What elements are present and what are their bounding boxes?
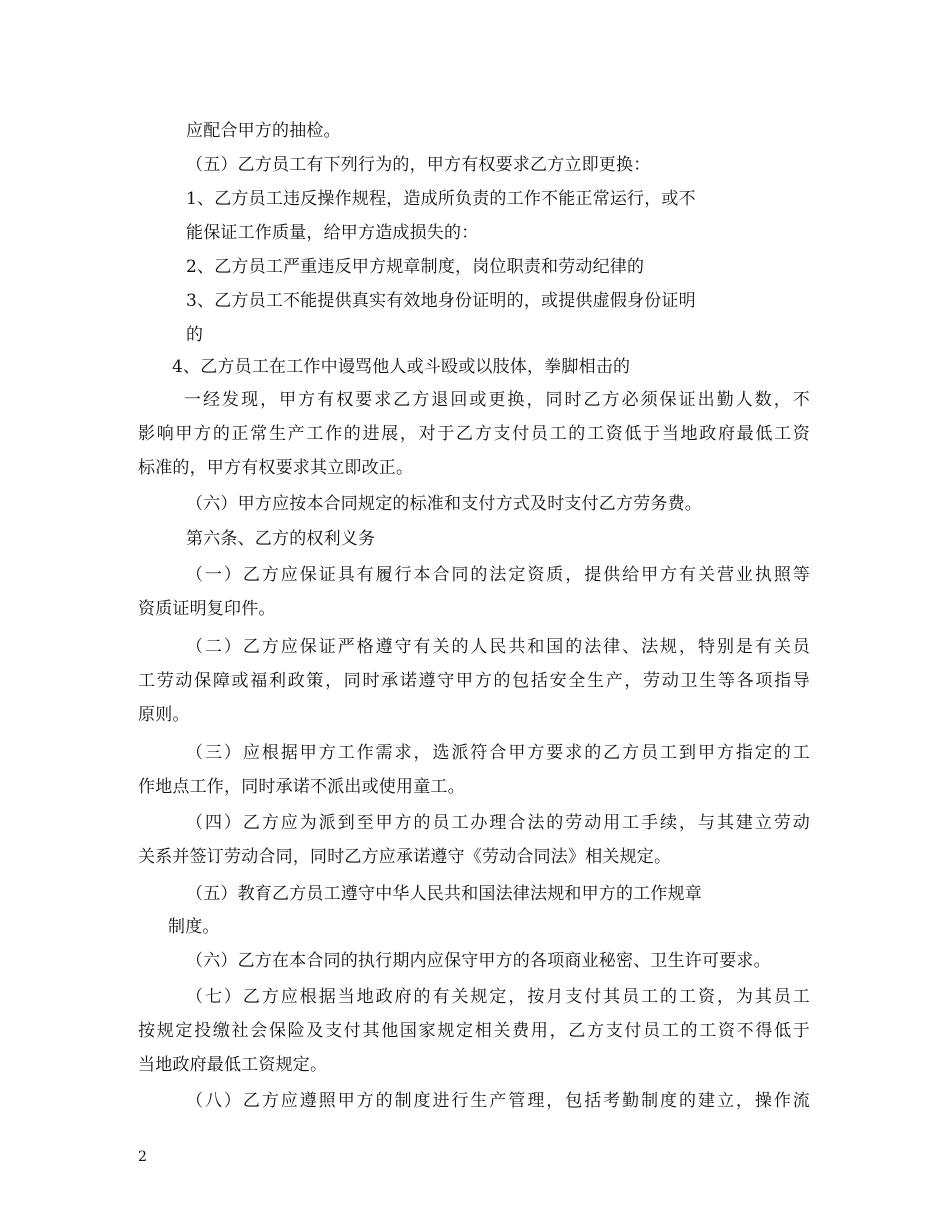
text-line: 当地政府最低工资规定。 <box>138 1055 328 1075</box>
text-line: 工劳动保障或福利政策，同时承诺遵守甲方的包括安全生产，劳动卫生等各项指导 <box>138 671 810 691</box>
text-line: 作地点工作，同时承诺不派出或使用童工。 <box>138 777 465 797</box>
page-number: 2 <box>138 1149 147 1165</box>
text-line: 关系并签订劳动合同，同时乙方应承诺遵守《劳动合同法》相关规定。 <box>138 847 672 867</box>
text-line: 应配合甲方的抽检。 <box>186 121 341 141</box>
section-heading: 第六条、乙方的权利义务 <box>186 529 376 549</box>
text-line: （六）乙方在本合同的执行期内应保守甲方的各项商业秘密、卫生许可要求。 <box>186 951 771 971</box>
text-line: 影响甲方的正常生产工作的进展，对于乙方支付员工的工资低于当地政府最低工资 <box>138 424 810 444</box>
text-line: （八）乙方应遵照甲方的制度进行生产管理，包括考勤制度的建立，操作流 <box>186 1091 810 1111</box>
text-line: （六）甲方应按本合同规定的标准和支付方式及时支付乙方劳务费。 <box>186 494 702 514</box>
text-line: （一）乙方应保证具有履行本合同的法定资质，提供给甲方有关营业执照等 <box>186 565 810 585</box>
text-line: （二）乙方应保证严格遵守有关的人民共和国的法律、法规，特别是有关员 <box>186 637 810 657</box>
text-line: （三）应根据甲方工作需求，选派符合甲方要求的乙方员工到甲方指定的工 <box>186 743 810 763</box>
text-line: 2、乙方员工严重违反甲方规章制度，岗位职责和劳动纪律的 <box>186 257 645 277</box>
text-line: 原则。 <box>138 705 190 725</box>
text-line: 3、乙方员工不能提供真实有效地身份证明的，或提供虚假身份证明 <box>186 291 696 311</box>
text-line: （七）乙方应根据当地政府的有关规定，按月支付其员工的工资，为其员工 <box>186 987 810 1007</box>
text-line: 1、乙方员工违反操作规程，造成所负责的工作不能正常运行，或不 <box>186 189 696 209</box>
text-line: （四）乙方应为派到至甲方的员工办理合法的劳动用工手续，与其建立劳动 <box>186 813 810 833</box>
text-line: 能保证工作质量，给甲方造成损失的： <box>186 223 479 243</box>
text-line: 按规定投缴社会保险及支付其他国家规定相关费用，乙方支付员工的工资不得低于 <box>138 1021 810 1041</box>
text-line: 标准的，甲方有权要求其立即改正。 <box>138 458 414 478</box>
text-line: （五）乙方员工有下列行为的，甲方有权要求乙方立即更换： <box>186 155 651 175</box>
text-line: （五）教育乙方员工遵守中华人民共和国法律法规和甲方的工作规章 <box>186 884 702 904</box>
text-line: 一经发现，甲方有权要求乙方退回或更换，同时乙方必须保证出勤人数，不 <box>184 390 810 410</box>
text-line: 4、乙方员工在工作中谩骂他人或斗殴或以肢体，拳脚相击的 <box>172 357 631 377</box>
text-line: 资质证明复印件。 <box>138 599 276 619</box>
text-line: 的 <box>186 325 204 345</box>
text-line: 制度。 <box>168 917 220 937</box>
